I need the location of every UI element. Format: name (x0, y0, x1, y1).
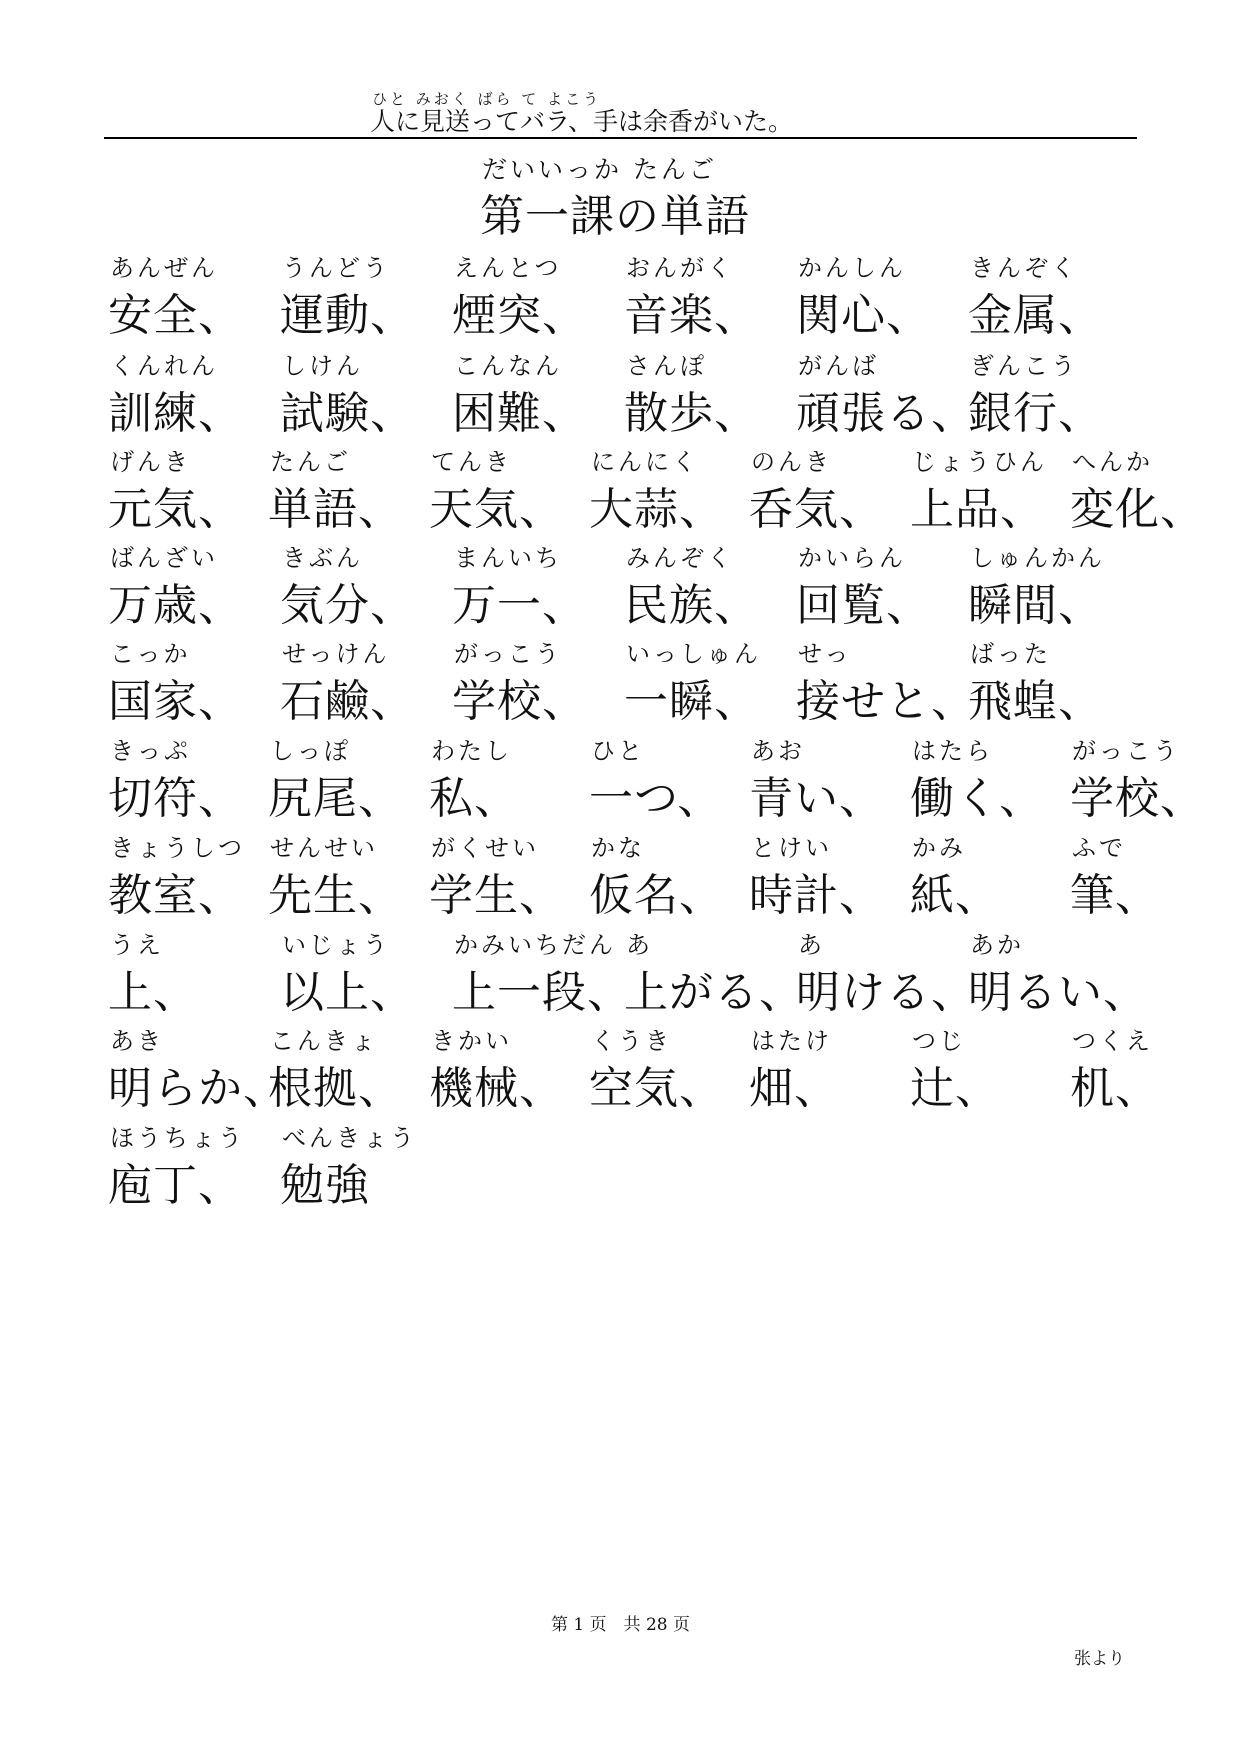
vocab-reading: せっけん (282, 640, 390, 668)
vocab-reading: わたし (431, 737, 512, 765)
vocab-word: 石鹼、 (280, 676, 415, 727)
vocab-word: 仮名、 (589, 870, 724, 921)
vocab-word: 気分、 (280, 580, 415, 631)
vocab-word: 働く、 (910, 773, 1045, 824)
vocab-word: 試験、 (280, 388, 415, 439)
vocab-reading: たんご (270, 448, 351, 476)
vocab-word: 民族、 (624, 580, 759, 631)
vocab-reading: はたら (912, 737, 993, 765)
vocab-reading: ひと (591, 737, 645, 765)
vocab-word: 散歩、 (624, 388, 759, 439)
vocab-word: 回覧、 (796, 580, 931, 631)
vocab-reading: しゅんかん (970, 544, 1105, 572)
vocab-word: 単語、 (268, 484, 403, 535)
vocab-word: 明ける、 (796, 967, 976, 1018)
vocab-word: 明らか、 (108, 1063, 288, 1114)
vocab-reading: しけん (282, 352, 363, 380)
vocab-word: 空気、 (589, 1063, 724, 1114)
vocab-reading: まんいち (454, 544, 562, 572)
vocab-reading: くうき (591, 1027, 672, 1055)
vocab-word: 私、 (429, 773, 519, 824)
vocab-word: 元気、 (108, 484, 243, 535)
motto-reading: ひと みおく ばら て よこう (372, 90, 602, 108)
vocab-reading: がくせい (431, 834, 539, 862)
vocab-word: 音楽、 (624, 290, 759, 341)
vocab-reading: つじ (912, 1027, 966, 1055)
vocab-reading: かな (591, 834, 645, 862)
vocab-reading: ぎんこう (970, 352, 1078, 380)
vocab-word: 勉強 (280, 1160, 370, 1211)
vocab-reading: にんにく (591, 448, 699, 476)
vocab-reading: おんがく (626, 254, 734, 282)
vocab-word: 筆、 (1070, 870, 1160, 921)
vocab-reading: かんしん (798, 254, 906, 282)
vocab-word: 紙、 (910, 870, 1000, 921)
vocab-reading: つくえ (1072, 1027, 1153, 1055)
vocab-reading: がっこう (1072, 737, 1180, 765)
vocab-word: 学生、 (429, 870, 564, 921)
page-number: 第 1 页 共 28 页 (550, 1615, 691, 1635)
vocab-reading: てんき (431, 448, 512, 476)
vocab-word: 呑気、 (749, 484, 884, 535)
vocab-word: 学校、 (452, 676, 587, 727)
vocab-word: 畑、 (749, 1063, 839, 1114)
vocab-reading: あか (970, 931, 1024, 959)
vocab-word: 万一、 (452, 580, 587, 631)
vocab-word: 辻、 (910, 1063, 1000, 1114)
vocab-reading: せんせい (270, 834, 378, 862)
vocab-reading: ふで (1072, 834, 1126, 862)
vocab-reading: ばった (970, 640, 1051, 668)
vocab-reading: こっか (110, 640, 191, 668)
vocab-word: 困難、 (452, 388, 587, 439)
vocab-word: 機械、 (429, 1063, 564, 1114)
vocab-word: 上品、 (910, 484, 1045, 535)
vocab-reading: はたけ (751, 1027, 832, 1055)
header-rule (104, 137, 1137, 139)
vocab-word: 時計、 (749, 870, 884, 921)
vocab-word: 天気、 (429, 484, 564, 535)
vocab-reading: いじょう (282, 931, 390, 959)
vocab-reading: あ (798, 931, 825, 959)
vocab-word: 上がる、 (624, 967, 804, 1018)
vocab-reading: いっしゅん (626, 640, 761, 668)
vocab-reading: あ (626, 931, 653, 959)
vocab-word: 先生、 (268, 870, 403, 921)
vocab-word: 万歳、 (108, 580, 243, 631)
vocab-word: 金属、 (968, 290, 1103, 341)
vocab-word: 一瞬、 (624, 676, 759, 727)
vocab-word: 上、 (108, 967, 198, 1018)
vocab-word: 運動、 (280, 290, 415, 341)
vocab-word: 大蒜、 (589, 484, 724, 535)
vocab-reading: かみ (912, 834, 966, 862)
vocab-reading: うえ (110, 931, 164, 959)
vocab-reading: さんぽ (626, 352, 707, 380)
vocab-word: 明るい、 (968, 967, 1148, 1018)
vocab-reading: のんき (751, 448, 832, 476)
vocab-reading: かみいちだん (454, 931, 616, 959)
vocab-reading: ばんざい (110, 544, 218, 572)
vocab-reading: きっぷ (110, 737, 191, 765)
vocab-word: 上一段、 (452, 967, 632, 1018)
vocab-reading: きかい (431, 1027, 512, 1055)
vocab-reading: くんれん (110, 352, 218, 380)
vocab-reading: がっこう (454, 640, 562, 668)
vocab-word: 青い、 (749, 773, 884, 824)
vocab-reading: あんぜん (110, 254, 218, 282)
vocab-reading: しっぽ (270, 737, 351, 765)
vocab-word: 机、 (1070, 1063, 1160, 1114)
vocab-word: 銀行、 (968, 388, 1103, 439)
vocab-word: 教室、 (108, 870, 243, 921)
lesson-title-reading: だいいっか たんご (482, 155, 717, 184)
vocab-reading: がんば (798, 352, 879, 380)
vocab-reading: こんなん (454, 352, 562, 380)
vocab-word: 関心、 (796, 290, 931, 341)
vocab-word: 頑張る、 (796, 388, 976, 439)
vocab-reading: べんきょう (282, 1124, 417, 1152)
motto-text: 人に見送ってバラ、手は余香がいた。 (370, 107, 794, 136)
vocab-word: 訓練、 (108, 388, 243, 439)
lesson-title-text: 第一課の単語 (480, 191, 750, 242)
vocab-word: 以上、 (280, 967, 415, 1018)
signature: 张より (1074, 1649, 1125, 1669)
vocab-reading: きょうしつ (110, 834, 245, 862)
vocab-word: 安全、 (108, 290, 243, 341)
vocab-word: 学校、 (1070, 773, 1205, 824)
vocab-reading: えんとつ (454, 254, 562, 282)
vocab-reading: かいらん (798, 544, 906, 572)
vocab-reading: げんき (110, 448, 191, 476)
vocab-reading: きんぞく (970, 254, 1078, 282)
vocab-word: 接せと、 (796, 676, 976, 727)
vocab-word: 尻尾、 (268, 773, 403, 824)
vocab-word: 国家、 (108, 676, 243, 727)
vocab-word: 瞬間、 (968, 580, 1103, 631)
vocab-reading: あお (751, 737, 805, 765)
vocab-word: 煙突、 (452, 290, 587, 341)
vocab-reading: じょうひん (912, 448, 1047, 476)
vocab-reading: ほうちょう (110, 1124, 245, 1152)
vocab-word: 飛蝗、 (968, 676, 1103, 727)
vocab-word: 庖丁、 (108, 1160, 243, 1211)
vocab-reading: へんか (1072, 448, 1153, 476)
vocab-reading: せっ (798, 640, 852, 668)
vocab-reading: みんぞく (626, 544, 734, 572)
vocab-word: 一つ、 (589, 773, 723, 824)
vocab-word: 根拠、 (268, 1063, 403, 1114)
vocab-reading: こんきょ (270, 1027, 378, 1055)
vocab-word: 変化、 (1070, 484, 1205, 535)
vocab-reading: きぶん (282, 544, 363, 572)
vocab-reading: うんどう (282, 254, 390, 282)
vocab-reading: とけい (751, 834, 832, 862)
vocab-reading: あき (110, 1027, 164, 1055)
vocab-word: 切符、 (108, 773, 243, 824)
